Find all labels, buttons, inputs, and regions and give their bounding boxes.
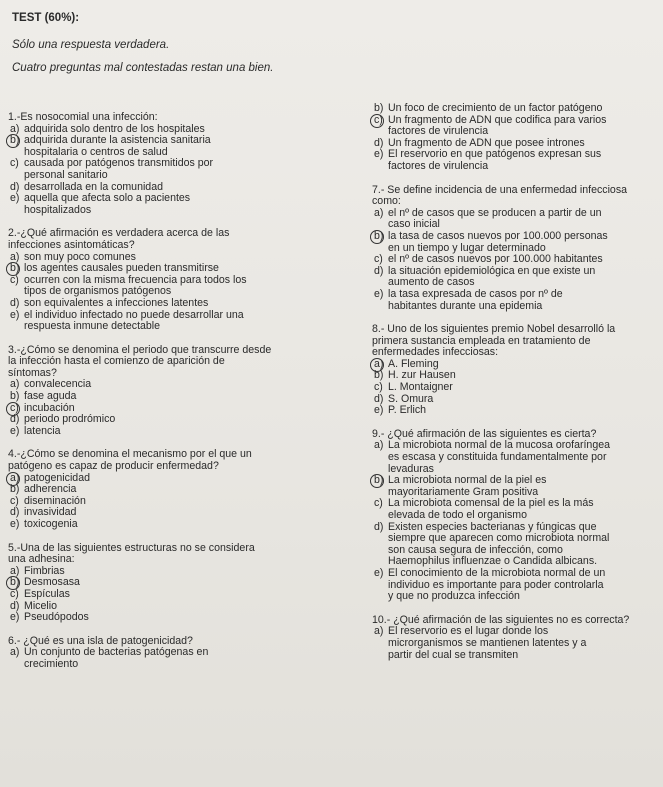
question-text: patógeno es capaz de producir enfermedad? (8, 460, 219, 473)
option-text: Un fragmento de ADN que posee intrones (388, 136, 585, 149)
spacer (8, 531, 338, 543)
question-block (372, 615, 658, 661)
option-text: personal sanitario (24, 168, 108, 181)
option-letter: c) (374, 497, 383, 510)
option-letter: e) (374, 566, 384, 579)
answer-option-marked[interactable] (372, 115, 658, 138)
instruction-line-2: Cuatro preguntas mal contestadas restan una bien. (12, 62, 274, 74)
option-text: Haemophilus influenzae o Candida albicans. (388, 555, 598, 568)
option-text: siempre que aparecen como microbiota normal (388, 532, 610, 545)
option-letter: b) (10, 134, 20, 147)
answer-option[interactable] (372, 289, 658, 312)
option-letter: e) (374, 287, 384, 300)
answer-option[interactable] (8, 647, 338, 670)
answer-option[interactable] (8, 426, 338, 438)
answer-option[interactable] (8, 158, 338, 181)
option-text: el nº de casos que se producen a partir de un (388, 206, 602, 219)
option-letter: a) (10, 378, 20, 391)
question-text: 2.-¿Qué afirmación es verdadera acerca de las (8, 227, 230, 240)
option-text: Espículas (24, 587, 70, 600)
answer-option[interactable] (8, 298, 338, 310)
option-letter: b) (374, 229, 384, 242)
option-letter: b) (10, 483, 20, 496)
answer-option-marked[interactable] (372, 231, 658, 254)
option-letter: a) (10, 646, 20, 659)
test-title: TEST (60%): (12, 12, 80, 24)
answer-option[interactable] (372, 266, 658, 289)
question-text: 6.- ¿Qué es una isla de patogenicidad? (8, 634, 193, 647)
option-letter: e) (374, 404, 384, 417)
option-text: es escasa y constituida fundamentalmente por (388, 451, 607, 464)
option-letter: a) (10, 250, 20, 263)
option-letter: c) (374, 381, 383, 394)
option-text: en un tiempo y lugar determinado (388, 241, 546, 254)
option-text: desarrollada en la comunidad (24, 180, 163, 193)
option-letter: d) (374, 264, 384, 277)
question-text: 4.-¿Cómo se denomina el mecanismo por el que un (8, 448, 252, 461)
answer-option[interactable] (372, 208, 658, 231)
option-text: Pseudópodos (24, 611, 89, 624)
answer-option[interactable] (8, 193, 338, 216)
option-text: fase aguda (24, 390, 77, 403)
option-letter: c) (374, 253, 383, 266)
option-text: factores de virulencia (388, 159, 489, 172)
option-text: Fimbrias (24, 564, 65, 577)
answer-option[interactable] (372, 498, 658, 521)
question-block (372, 185, 658, 313)
option-letter: e) (10, 192, 20, 205)
question-text: una adhesina: (8, 553, 75, 566)
answer-option[interactable] (372, 149, 658, 172)
question-text: 1.-Es nosocomial una infección: (8, 111, 158, 123)
option-letter: e) (10, 611, 20, 624)
question-text: la infección hasta el comienzo de aparición de (8, 355, 225, 368)
option-text: incubación (24, 401, 75, 414)
option-text: El reservorio es el lugar donde los (388, 625, 549, 638)
option-letter: b) (10, 576, 20, 589)
question-text: síntomas? (8, 366, 57, 379)
option-text: aquella que afecta solo a pacientes (24, 192, 191, 205)
option-text: son equivalentes a infecciones latentes (24, 296, 209, 309)
option-text: adherencia (24, 483, 77, 496)
answer-option[interactable] (372, 103, 658, 115)
option-text: El conocimiento de la microbiota normal de un (388, 566, 606, 579)
option-text: la situación epidemiológica en que existe un (388, 264, 596, 277)
option-text: ocurren con la misma frecuencia para todos los (24, 273, 247, 286)
spacer (372, 173, 658, 185)
spacer (8, 671, 338, 683)
option-text: individuo es importante para poder controlarla (388, 578, 604, 591)
right-column (372, 103, 658, 673)
option-text: tipos de organismos patógenos (24, 285, 172, 298)
option-text: convalecencia (24, 378, 92, 391)
option-text: son causa segura de infección, como (388, 543, 563, 556)
option-text: caso inicial (388, 218, 440, 231)
answer-option[interactable] (372, 626, 658, 661)
option-text: Un foco de crecimiento de un factor patógeno (388, 102, 603, 114)
question-text: 8.- Uno de los siguientes premio Nobel desarrolló la (372, 323, 616, 336)
option-text: los agentes causales pueden transmitirse (24, 262, 219, 275)
answer-option[interactable] (8, 589, 338, 601)
option-letter: c) (374, 113, 383, 126)
option-letter: b) (374, 369, 384, 382)
option-text: respuesta inmune detectable (24, 320, 161, 333)
option-text: periodo prodrómico (24, 413, 116, 426)
option-letter: d) (374, 520, 384, 533)
answer-option[interactable] (372, 568, 658, 603)
spacer (8, 624, 338, 636)
option-letter: d) (374, 136, 384, 149)
question-text: primera sustancia empleada en tratamiento de (372, 334, 591, 347)
option-text: Micelio (24, 599, 57, 612)
option-text: factores de virulencia (388, 125, 489, 138)
question-block (372, 429, 658, 603)
option-text: partir del cual se transmiten (388, 648, 519, 661)
option-letter: e) (374, 148, 384, 161)
question-text: infecciones asintomáticas? (8, 238, 135, 251)
option-text: La microbiota normal de la piel es (388, 474, 547, 487)
answer-option[interactable] (8, 519, 338, 531)
answer-option[interactable] (8, 391, 338, 403)
option-letter: d) (10, 599, 20, 612)
answer-option[interactable] (8, 612, 338, 624)
question-block (372, 324, 658, 417)
spacer (8, 333, 338, 345)
option-letter: a) (10, 471, 20, 484)
option-text: la tasa de casos nuevos por 100.000 personas (388, 229, 608, 242)
question-block (8, 228, 338, 332)
option-letter: b) (374, 102, 384, 114)
option-text: causada por patógenos transmitidos por (24, 157, 214, 170)
answer-option[interactable] (372, 405, 658, 417)
question-text: 9.- ¿Qué afirmación de las siguientes es cierta? (372, 427, 597, 440)
option-text: levaduras (388, 462, 434, 475)
option-letter: d) (10, 180, 20, 193)
option-letter: d) (10, 413, 20, 426)
option-text: toxicogenia (24, 518, 78, 530)
option-text: Un fragmento de ADN que codifica para varios (388, 113, 607, 126)
answer-option[interactable] (372, 382, 658, 394)
option-letter: a) (374, 206, 384, 219)
question-block (8, 449, 338, 530)
option-text: P. Erlich (388, 404, 427, 417)
option-text: hospitalizados (24, 203, 92, 216)
left-column (8, 112, 338, 683)
option-letter: e) (10, 518, 20, 530)
question-text: 5.-Una de las siguientes estructuras no se considera (8, 541, 255, 554)
option-text: latencia (24, 424, 61, 437)
question-text: como: (372, 195, 401, 208)
option-text: elevada de todo el organismo (388, 509, 527, 521)
answer-option[interactable] (372, 522, 658, 568)
option-letter: a) (374, 439, 384, 452)
option-text: Un conjunto de bacterias patógenas en (24, 646, 209, 659)
option-letter: a) (10, 564, 20, 577)
option-text: aumento de casos (388, 276, 475, 289)
option-letter: c) (10, 587, 19, 600)
question-text: 7.- Se define incidencia de una enfermedad infecciosa (372, 183, 628, 196)
option-letter: c) (10, 401, 19, 414)
option-letter: d) (10, 296, 20, 309)
question-block (8, 543, 338, 624)
answer-option[interactable] (372, 254, 658, 266)
answer-option-marked[interactable] (372, 475, 658, 498)
option-letter: d) (10, 506, 20, 519)
question-text: 10.- ¿Qué afirmación de las siguientes no es correcta? (372, 613, 630, 626)
option-text: mayoritariamente Gram positiva (388, 485, 539, 498)
option-letter: b) (10, 390, 20, 403)
option-text: son muy poco comunes (24, 250, 136, 263)
option-letter: c) (10, 494, 19, 507)
option-letter: a) (374, 625, 384, 638)
question-text: 3.-¿Cómo se denomina el periodo que transcurre desde (8, 343, 272, 356)
option-text: crecimiento (24, 657, 79, 670)
question-block (8, 636, 338, 671)
option-text: A. Fleming (388, 357, 439, 370)
question-text: enfermedades infecciosas: (372, 346, 499, 359)
instruction-line-1: Sólo una respuesta verdadera. (12, 39, 170, 51)
answer-option[interactable] (8, 310, 338, 333)
option-text: H. zur Hausen (388, 369, 456, 382)
option-letter: d) (374, 392, 384, 405)
option-text: el nº de casos nuevos por 100.000 habitantes (388, 253, 603, 266)
option-text: El reservorio en que patógenos expresan sus (388, 148, 602, 161)
option-text: y que no produzca infección (388, 590, 520, 603)
option-text: habitantes durante una epidemia (388, 299, 543, 312)
option-letter: c) (10, 157, 19, 170)
spacer (372, 603, 658, 615)
option-text: el individuo infectado no puede desarrollar una (24, 308, 244, 321)
question-block (8, 345, 338, 438)
question-block (372, 103, 658, 173)
option-text: La microbiota normal de la mucosa orofaríngea (388, 439, 610, 452)
answer-option-marked[interactable] (8, 263, 338, 275)
answer-option-marked[interactable] (8, 135, 338, 158)
question-block (8, 112, 338, 216)
answer-option[interactable] (372, 440, 658, 475)
option-letter: e) (10, 308, 20, 321)
option-text: diseminación (24, 494, 86, 507)
option-text: adquirida solo dentro de los hospitales (24, 122, 205, 135)
option-text: La microbiota comensal de la piel es la más (388, 497, 594, 510)
spacer (372, 661, 658, 673)
option-text: hospitalaria o centros de salud (24, 145, 168, 158)
option-letter: e) (10, 424, 20, 437)
option-text: adquirida durante la asistencia sanitaria (24, 134, 211, 147)
option-text: la tasa expresada de casos por nº de (388, 287, 563, 300)
option-text: microrganismos se mantienen latentes y a (388, 636, 587, 649)
option-text: patogenicidad (24, 471, 90, 484)
option-text: L. Montaigner (388, 381, 453, 394)
option-text: Desmosasa (24, 576, 80, 589)
option-text: Existen especies bacterianas y fúngicas que (388, 520, 597, 533)
option-letter: a) (374, 357, 384, 370)
option-letter: b) (10, 262, 20, 275)
option-text: invasividad (24, 506, 77, 519)
option-letter: c) (10, 273, 19, 286)
option-letter: b) (374, 474, 384, 487)
option-text: S. Omura (388, 392, 434, 405)
option-letter: a) (10, 122, 20, 135)
answer-option[interactable] (8, 275, 338, 298)
